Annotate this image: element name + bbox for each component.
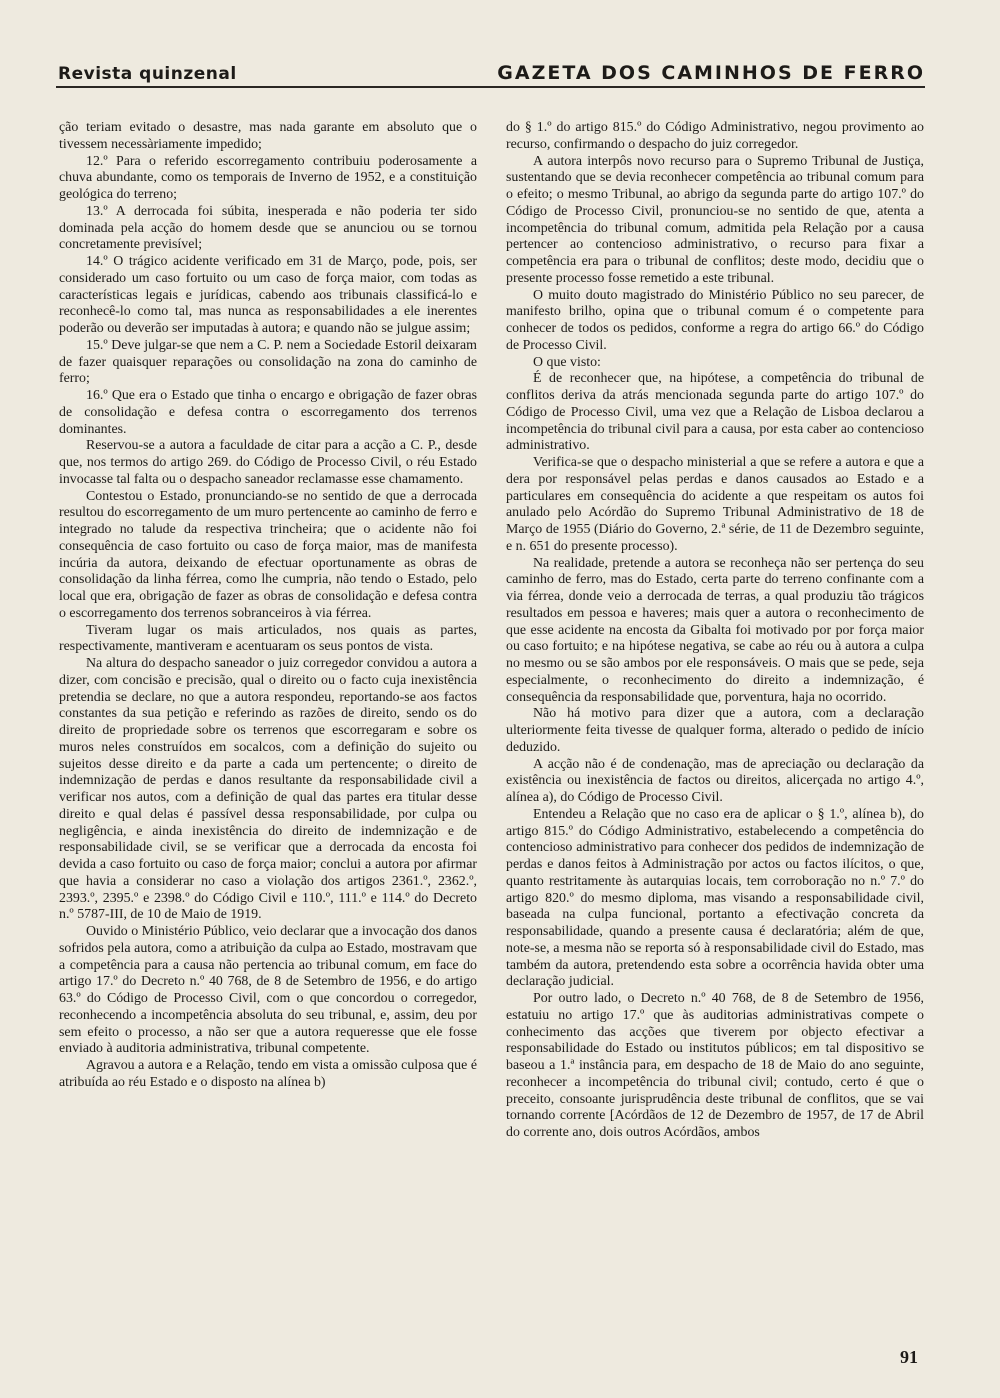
paragraph: O que visto: [533, 354, 601, 370]
paragraph: do § 1.º do artigo 815.º do Código Administrativo, negou provimento ao recurso, confirmando o despacho do juiz corregedor. [506, 120, 924, 152]
header-left-title: Revista quinzenal [58, 64, 237, 84]
paragraph: 16.º Que era o Estado que tinha o encargo e obrigação de fazer obras de consolidação e defesa contra o escorregamento dos terrenos dominantes. [59, 388, 477, 437]
paragraph: 13.º A derrocada foi súbita, inesperada e não poderia ter sido dominada pela acção do homem desde que se anunciou ou se tornou concretamente previsível; [59, 203, 477, 253]
paragraph: Não há motivo para dizer que a autora, com a declaração ulteriormente feita tivesse de qualquer forma, alterado o pedido de início deduzido. [506, 706, 924, 755]
left-column [59, 120, 477, 1092]
right-column [506, 120, 924, 1142]
paragraph: Ouvido o Ministério Público, veio declarar que a invocação dos danos sofridos pela autora, como a atribuição da culpa ao Estado, mostravam que a competência para a causa não pertencia ao tribunal comum, em face do artigo 17.º do Decreto n.º 40 768, de 8 de Setembro de 1956, e do artigo 63.º do Código de Processo Civil, com o que concordou o corregedor, reconhecendo a incompetência absoluta do seu tribunal, e, assim, deu por sem efeito o processo, a não ser que a autora requeresse que ele fosse enviado à auditoria administrativa, tribunal competente. [59, 924, 477, 1057]
header-right-title: GAZETA DOS CAMINHOS DE FERRO [497, 62, 925, 84]
paragraph: ção teriam evitado o desastre, mas nada garante em absoluto que o tivessem necessàriamente impedido; [59, 120, 477, 152]
paragraph: Reservou-se a autora a faculdade de citar para a acção a C. P., desde que, nos termos do artigo 269. do Código de Processo Civil, o réu Estado invocasse tal falta ou o despacho saneador reclamasse esse chamamento. [59, 438, 477, 487]
paragraph: A acção não é de condenação, mas de apreciação ou declaração da existência ou inexistência de factos ou direitos, alicerçada no artigo 4.º, alínea a), do Código de Processo Civil. [506, 756, 924, 805]
paragraph: Tiveram lugar os mais articulados, nos quais as partes, respectivamente, mantiveram e acentuaram os seus pontos de vista. [59, 622, 477, 655]
paragraph: 12.º Para o referido escorregamento contribuiu poderosamente a chuva abundante, como os temporais de Inverno de 1952, e a constituição geológica do terreno; [59, 153, 477, 202]
paragraph: A autora interpôs novo recurso para o Supremo Tribunal de Justiça, sustentando que se devia reconhecer competência ao tribunal comum para o efeito; o mesmo Tribunal, ao abrigo da segunda parte do artigo 107.º do Código de Processo Civil, pronunciou-se no sentido de que, atenta a incompetência do tribunal comum, admitida pela Relação por a causa pertencer ao contencioso administrativo, o recurso para fixar a competência era para o tribunal de conflitos; deste modo, decidiu que o presente processo fosse remetido a este tribunal. [506, 153, 924, 286]
paragraph: Agravou a autora e a Relação, tendo em vista a omissão culposa que é atribuída ao réu Estado e o disposto na alínea b) [59, 1058, 477, 1090]
header-rule [56, 86, 925, 88]
paragraph: Na realidade, pretende a autora se reconheça não ser pertença do seu caminho de ferro, mas do Estado, certa parte do terreno confinante com a via férrea, donde veio a derrocada de terras, a qual produziu tão trágicos resultados em pessoa e haveres; mais quer a autora o reconhecimento de que esse acidente na encosta da Gibalta foi motivado por por força maior ou caso fortuito; e na hipótese negativa, se cabe ao réu ou à autora a culpa no mesmo ou se são ambos por ele responsáveis. O mais que se pede, seja especialmente, o reconhecimento do direito a indemnização, é consequência da responsabilidade que, porventura, haja no ocorrido. [506, 555, 924, 705]
paragraph: 15.º Deve julgar-se que nem a C. P. nem a Sociedade Estoril deixaram de fazer quaisquer reparações ou consolidação na zona do caminho de ferro; [59, 337, 477, 387]
paragraph: O muito douto magistrado do Ministério Público no seu parecer, de manifesto brilho, opina que o tribunal comum é o competente para conhecer de todos os pedidos, conforme a regra do artigo 66.º do Código de Processo Civil. [506, 287, 924, 353]
paragraph: Na altura do despacho saneador o juiz corregedor convidou a autora a dizer, com concisão e precisão, qual o direito ou o facto cuja inexistência pretendia se declare, no que a autora respondeu, reportando-se aos factos constantes da sua petição e referindo as razões de direito, sendo os do direito de propriedade sobre os terrenos que escorregaram e sobre os muros neles construídos em socalcos, com a definição do sujeito ou sujeitos desse direito e da parte a cada um pertencente; o direito de indemnização de perdas e danos resultante da responsabilidade civil a verificar nos autos, com a definição de qual das partes era titular desse direito e qual delas é passível dessa responsabilidade, por culpa ou negligência, e ainda inexistência do direito de indemnização e de responsabilidade civil, se se verificar que a derrocada da encosta foi devida a caso fortuito ou caso de força maior; conclui a autora por afirmar que havia a considerar no caso a violação dos artigos 2361.º, 2362.º, 2393.º, 2395.º e 2398.º do Código Civil e 110.º, 111.º e 114.º do Decreto n.º 5787-III, de 10 de Maio de 1919. [59, 656, 477, 923]
paragraph: Contestou o Estado, pronunciando-se no sentido de que a derrocada resultou do escorregamento de um muro pertencente ao caminho de ferro e integrado no talude da respectiva trincheira; que o acidente não foi consequência de caso fortuito ou caso de força maior, mas de manifesta incúria da autora, deixando de efectuar oportunamente as obras de consolidação da linha férrea, como lhe cumpria, não tendo o Estado, pelo local que era, obrigação de fazer as obras de consolidação e defesa contra o escorregamento dos terrenos sobranceiros à via férrea. [59, 488, 477, 621]
paragraph: É de reconhecer que, na hipótese, a competência do tribunal de conflitos deriva da atrás mencionada segunda parte do artigo 107.º do Código de Processo Civil, uma vez que a Relação de Lisboa declarou a incompetência do tribunal civil para a causa, por esta caber ao contencioso administrativo. [506, 371, 924, 454]
paragraph: 14.º O trágico acidente verificado em 31 de Março, pode, pois, ser considerado um caso fortuito ou um caso de força maior, com todas as características legais e jurídicas, cabendo aos tribunais classificá-lo e reconhecê-lo como tal, mas nunca as responsabilidades a ele inerentes poderão ou deverão ser imputadas à autora; e quando não se julgue assim; [59, 254, 477, 336]
paragraph: Entendeu a Relação que no caso era de aplicar o § 1.º, alínea b), do artigo 815.º do Código Administrativo, estabelecendo a competência do contencioso administrativo para conhecer dos pedidos de indemnização de perdas e danos feitos à Administração por actos ou factos ilícitos, o que, quanto restritamente às autarquias locais, tem corroboração no n.º 7.º do artigo 820.º do mesmo diploma, mas visando a responsabilidade civil, baseada na culpa funcional, portanto a efectivação concreta da responsabilidade, quando a presente causa é declaratória; além de que, note-se, a mesma não se reporta só à responsabilidade civil do Estado, mas também da autora, pretendendo esta sobre a ocorrência havida obter uma declaração judicial. [506, 806, 924, 990]
paragraph: Por outro lado, o Decreto n.º 40 768, de 8 de Setembro de 1956, estatuiu no artigo 17.º que às auditorias administrativas compete o conhecimento das acções que tiverem por objecto efectivar a responsabilidade do Estado ou institutos públicos; em tal dispositivo se baseou a 1.ª instância para, em despacho de 18 de Maio do ano seguinte, reconhecer a incompetência do tribunal civil; contudo, certo é que o preceito, consoante jurisprudência deste tribunal de conflitos, que se vai tornando corrente [Acórdãos de 12 de Dezembro de 1957, de 17 de Abril do corrente ano, dois outros Acórdãos, ambos [506, 991, 924, 1140]
paragraph: Verifica-se que o despacho ministerial a que se refere a autora e que a dera por responsável pelas perdas e danos causados ao Estado e a particulares em consequência do acidente a que respeitam os autos foi anulado pelo Acórdão do Supremo Tribunal Administrativo de 18 de Março de 1955 (Diário do Governo, 2.ª série, de 11 de Dezembro seguinte, e n. 651 do presente processo). [506, 455, 924, 554]
page-number: 91 [900, 1347, 918, 1367]
